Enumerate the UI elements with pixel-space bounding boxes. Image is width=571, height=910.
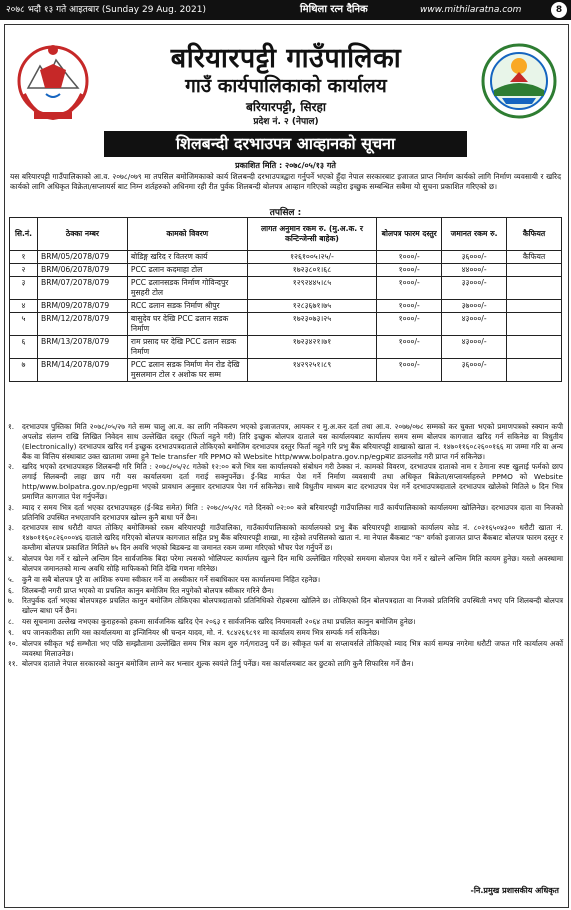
cell-bid-security: ३३०००/- (442, 277, 507, 300)
cell-contract-no: BRM/07/2078/079 (37, 277, 127, 300)
table-header-row (10, 218, 562, 251)
cell-form-fee: १०००/- (377, 359, 442, 382)
cell-form-fee: १०००/- (377, 264, 442, 277)
cell-work-description: बासुदेव घर देखि PCC ढलान सडक निर्माण (127, 313, 247, 336)
condition-text: दरभाउपत्र पुस्तिका मिति २०७८/०५/२७ गते सम्म चालु आ.व. का लागि नविकरण भएको इजाजतपत्र, आयकर र मु.अ.कर दर्ता तथा आ.व. २०७७/०७८ सम्मको कर चुक्ता भएको प्रमाणपत्रको स्क्यान कपी अपलोड संलग्न राखि लिखित निवेदन साथ उल्लेखित दस्तुर (फिर्ता नहुने गरी) तिरि इच्छुक बोलपत्र दाताले यस कार्यालयबाट कार्यालय समय सम्म बोलपत्र कागजात खरिद गर्न सकिनेछ वा विधुतीय (Electronically) दरभाउपत्र खरिद गर्न इच्छुक दरभाउपत्रदाताले तोकिएको बमोजिम दरभाउपत्र दस्तुर फिर्ता नहुने गरि प्रभु बैंक बरियारपट्टी शाखाको खाता नं. १४७०११६०८२६००१६६ मा जम्मा गरि वा अन्य बैंक वा वित्तिय संस्थाबाट उक्त खातामा जम्मा हुने Tele transfer गरि PPMO को Website http/www.bolpatra.gov.np/egpबाट डाउनलोड गरी प्राप्त गर्न सकिनेछ। (22, 422, 563, 461)
cell-cost-estimate: १२८३६७१।७५ (247, 300, 377, 313)
newspaper-name: मिथिला रत्न दैनिक (300, 4, 368, 15)
cell-work-description: RCC ढलान सडक निर्माण श्रीपुर (127, 300, 247, 313)
condition-number: ६. (8, 585, 15, 595)
office-subtitle: गाउँ कार्यपालिकाको कार्यालय (185, 75, 387, 97)
cell-work-description: राम प्रसाद घर देखि PCC ढलान सडक निर्माण (127, 336, 247, 359)
condition-text: बोलपत्र पेश गर्ने र खोल्ने अन्तिम दिन सार्वजनिक बिदा परेमा त्यसको भोलिपल्ट कार्यालय खुल्ने दिन माथि उल्लेखित गरिएको समयमा बोलपत्र पेश गर्ने र खोल्ने अन्तिम मिति कायम हुनेछ। यस्तो अवस्थामा बोलपत्र जमानतको मान्य अवधि सोहि माफिकको मिति देखि गणना गरिनेछ। (22, 553, 563, 573)
cell-work-description: बोडिङ्ग खरिद र वितरण कार्य (127, 251, 247, 264)
cell-remarks (507, 300, 562, 313)
condition-item (8, 422, 563, 461)
condition-number: ८. (8, 617, 15, 627)
cell-form-fee: १०००/- (377, 251, 442, 264)
cell-contract-no: BRM/13/2078/079 (37, 336, 127, 359)
condition-item (8, 639, 563, 659)
cell-form-fee: १०००/- (377, 313, 442, 336)
condition-item (8, 617, 563, 627)
cell-sn: ३ (10, 277, 38, 300)
cell-sn: २ (10, 264, 38, 277)
cell-bid-security: ३७०००/- (442, 300, 507, 313)
cell-form-fee: १०००/- (377, 300, 442, 313)
cell-sn: ५ (10, 313, 38, 336)
col-header-work-description: कामको विवरण (127, 218, 247, 251)
cell-contract-no: BRM/09/2078/079 (37, 300, 127, 313)
cell-remarks (507, 359, 562, 382)
condition-number: ३. (8, 502, 15, 512)
condition-text: दरभाउपत्र साथ धरौटी वापत तोकिए बमोजिमको रकम बरियारपट्टी गाउँपालिका, गाउँकार्यपालिकाको कार्यालयको प्रभु बैंक बरियारपट्टी शाखाको कार्यालय कोड नं. ८०२१६५०४३०० धरौटी खाता नं. १४७०११६०८२६०००४६ दाताले खरिद गरिएको बोलपत्र कागजात सहित प्रभु बैंक बरियारपट्टी शाखा, मा रहेको तपसिलको खाता नं. मा नेपाल बैंकबाट "क" वर्गको इजाजत प्राप्त बैंकबाट बोलपत्र फारम दस्तुर र कम्तीमा बोलपत्र प्रकाशित मितिले ७५ दिन अवधि भएको बिडबन्ड वा जमानत रकम जम्मा गरिएको भौचर पेश गर्नुपर्ने छ। (22, 523, 563, 553)
cell-work-description: PCC ढलान सडक निर्माण मेन रोड देखि मुसलमान टोल र अशोक घर सम्म (127, 359, 247, 382)
office-title: बरियारपट्टी गाउँपालिका (170, 43, 402, 74)
cell-remarks (507, 264, 562, 277)
newspaper-website[interactable]: www.mithilaratna.com (420, 5, 522, 15)
condition-item (8, 659, 563, 669)
cell-bid-security: ४४०००/- (442, 264, 507, 277)
condition-number: ३. (8, 523, 15, 533)
cell-remarks: कैफियत (507, 251, 562, 264)
nepal-emblem-icon (14, 36, 92, 126)
cell-contract-no: BRM/14/2078/079 (37, 359, 127, 382)
conditions-list (8, 422, 563, 670)
cell-cost-estimate: १२६१००५।२५/- (247, 251, 377, 264)
cell-remarks (507, 336, 562, 359)
notice-banner: शिलबन्दी दरभाउपत्र आव्हानको सूचना (104, 131, 467, 157)
col-header-cost-estimate: लागत अनुमान रकम रु. (मु.अ.क. र कन्टिन्जेन्सी बाहेक) (247, 218, 377, 251)
cell-form-fee: १०००/- (377, 277, 442, 300)
condition-text: कुनै वा सबै बोलपत्र पुरै वा आंशिक रुपमा स्वीकार गर्ने वा अस्वीकार गर्ने सबाधिकार यस कार्यालयमा निहित रहनेछ। (22, 574, 321, 584)
cell-cost-estimate: १७२३०७३।२५ (247, 313, 377, 336)
condition-item (8, 628, 563, 638)
cell-bid-security: ४३०००/- (442, 313, 507, 336)
condition-item (8, 523, 563, 553)
table-row (10, 251, 562, 264)
condition-number: ७. (8, 596, 15, 606)
newspaper-date: २०७८ भदौ १३ गते आइतबार (Sunday 29 Aug. 2021) (6, 5, 206, 15)
cell-contract-no: BRM/12/2078/079 (37, 313, 127, 336)
condition-text: म्याद र समय भित्र दर्ता भएका दरभाउपत्रहरु (ई-बिड समेत) मिति : २०७८/०५/२८ गते दिनको ०२:०० बजे बरियारपट्टी गाउँपालिका गाउँ कार्यपालिकाको कार्यालयमा खोलिनेछ। दरभाउपत्र दाता वा निजको प्रतिनिधि उपस्थित नभएतापनि दरभाउपत्र खोल्न कुनै बाधा पर्ने छैन। (22, 502, 563, 522)
cell-work-description: PCC ढलानसडक निर्माण गोविन्दपुर मुसहरी टोल (127, 277, 247, 300)
office-province: प्रदेश नं. २ (नेपाल) (253, 117, 319, 127)
condition-text: बोलपत्र स्वीकृत भई सम्भौता भए पछि सम्झौतामा उल्लेखित समय भित्र काम शुरु गर्न/गराउनु पर्ने छ। स्वीकृत फर्म वा सप्लायर्सले तोकिएको म्याद भित्र कार्य सम्पन्न नगरेमा धरौटी जफत गरि कार्यालय अर्को व्यवस्था मिलाउनेछ। (22, 638, 563, 658)
page-number: 8 (551, 2, 567, 18)
condition-text: शिलबन्दी नगरी प्राप्त भएको वा प्रचलित कानुन बमोजिम रित नपुगेको बोलपत्र स्वीकार गरिने छैन। (22, 585, 274, 595)
cell-cost-estimate: १७२३८०१।६८ (247, 264, 377, 277)
cell-cost-estimate: १२९२४४५।८५ (247, 277, 377, 300)
cell-remarks (507, 313, 562, 336)
condition-number: १. (8, 422, 15, 431)
publish-date: प्रकाशित मिति : २०७८/०५/१३ गते (235, 161, 336, 170)
table-row (10, 359, 562, 382)
municipality-logo-icon (480, 36, 558, 126)
cell-cost-estimate: १७२३४२१।७१ (247, 336, 377, 359)
col-header-sn: सि.नं. (10, 218, 38, 251)
table-row (10, 264, 562, 277)
condition-item (8, 554, 563, 574)
cell-sn: ७ (10, 359, 38, 382)
cell-sn: ४ (10, 300, 38, 313)
condition-number: २. (8, 462, 15, 472)
cell-bid-security: ४३०००/- (442, 336, 507, 359)
cell-bid-security: ३६०००/- (442, 251, 507, 264)
condition-item (8, 596, 563, 616)
cell-bid-security: ३६०००/- (442, 359, 507, 382)
condition-item (8, 586, 563, 596)
condition-text: थप जानकारीका लागि यस कार्यालयमा वा इन्जिनियर श्री चन्दन यादव, मो. नं. ९८४२६९८९१ मा कार्यालय समय भित्र सम्पर्क गर्न सकिनेछ। (22, 627, 380, 637)
condition-item (8, 503, 563, 523)
cell-contract-no: BRM/06/2078/079 (37, 264, 127, 277)
newspaper-header (0, 0, 571, 20)
condition-text: खरिद भएको दरभाउपत्रहरु शिलबन्दी गरि मिति : २०७८/०५/२८ गतेको १२:०० बजे भित्र यस कार्यालयको संबोधन गरी ठेक्का नं. कामको विवरण, दरभाउपत्र दाताको नाम र ठेगाना स्पष्ट खुलाई फर्मको छाप लगाई सिलबन्दी लाहा छाप गरी यस कार्यालयमा दर्ता गराई सक्नुपर्नेछ। ई-बिड मार्फत पेश गर्ने निर्माण व्यवसायी तथा अधिकृत बिक्रेता/सप्लायर्सहरुले PPMO को Website http/www.bolpatra.gov.np/egpमा भएको प्रावधान अनुसार दरभाउपत्र पेश गर्न सकिनेछ। साथै विधुतीय माध्यम बाट दरभाउपत्र पेश गर्ने दरभाउपत्रदाताले दरभाउपत्र खोलेको मितिले ७ दिन भित्र प्रमाणित कागजात पेश गर्नुपर्नेछ। (22, 462, 563, 501)
condition-number: ९. (8, 627, 15, 637)
condition-text: बोलपत्र दाताले नेपाल सरकारको कानुन बमोजिम लाग्ने कर भन्सार शुल्क स्वयंले तिर्नु पर्नेछ। यस कार्यालयबाट कर छुटको लागि कुनै सिफारिस गर्ने छैन। (22, 659, 414, 669)
cell-contract-no: BRM/05/2078/079 (37, 251, 127, 264)
table-row (10, 300, 562, 313)
col-header-bid-security: जमानत रकम रु. (442, 218, 507, 251)
condition-number: ११. (8, 659, 18, 669)
cell-remarks (507, 277, 562, 300)
table-row (10, 336, 562, 359)
signature: -नि.प्रमुख प्रशासकीय अधिकृत (470, 886, 559, 895)
condition-number: ५. (8, 574, 15, 584)
col-header-contract-no: ठेक्का नम्बर (37, 218, 127, 251)
table-row (10, 277, 562, 300)
tender-schedule-table (9, 217, 562, 382)
col-header-form-fee: बोलपत्र फारम दस्तुर (377, 218, 442, 251)
office-location: बरियारपट्टी, सिरहा (246, 100, 326, 114)
condition-item (8, 575, 563, 585)
condition-item (8, 462, 563, 501)
table-row (10, 313, 562, 336)
condition-number: १०. (8, 638, 18, 648)
condition-text: यस सूचनामा उल्लेख नभएका कुराहरुको हकमा सार्वजनिक खरिद ऐन २०६३ र सार्वजनिक खरिद नियमावली २०६४ तथा प्रचलित कानुन बमोजिम हुनेछ। (22, 617, 416, 627)
condition-number: ४. (8, 553, 15, 563)
cell-work-description: PCC ढलान कदमाहा टोल (127, 264, 247, 277)
cell-form-fee: १०००/- (377, 336, 442, 359)
intro-paragraph: यस बरियारपट्टी गाउँपालिकाको आ.व. २०७८/०७९ मा तपसिल बमोजिमकाको कार्य शिलबन्दी दरभाउपत्रद्वारा गर्नुपर्ने भएको हुँदा नेपाल सरकारबाट इजाजत प्राप्त निर्माण कार्यको लागि निर्माण व्यवसायी र खरिद कार्यको लागि अधिकृत विक्रेता/सप्लायर्स बाट निम्न शर्तहरुको अधिनमा रही रीत पुर्वक शिलबन्दी बोलपत्र आव्हान गरिएको व्यहोरा इच्छुक सम्बन्धित सबैमा यो सुचना प्रकाशित गरिएको छ। (10, 172, 561, 191)
cell-sn: ६ (10, 336, 38, 359)
cell-cost-estimate: १४२९२५१।८९ (247, 359, 377, 382)
condition-text: रितपुर्वक दर्ता भएका बोलपत्रहरु प्रचलित कानुन बमोजिम तोकिएका बोलपत्रदाताको प्रतिनिधिको रोहबरमा खोलिने छ। तोकिएको दिन बोलपत्रदाता वा निजको प्रतिनिधि उपस्थिती नभए पनि शिलबन्दी बोलपत्र खोल्न बाधा पर्ने छैन। (22, 596, 563, 616)
schedule-title: तपसिल : (269, 208, 302, 218)
col-header-remarks: कैफियत (507, 218, 562, 251)
cell-sn: १ (10, 251, 38, 264)
